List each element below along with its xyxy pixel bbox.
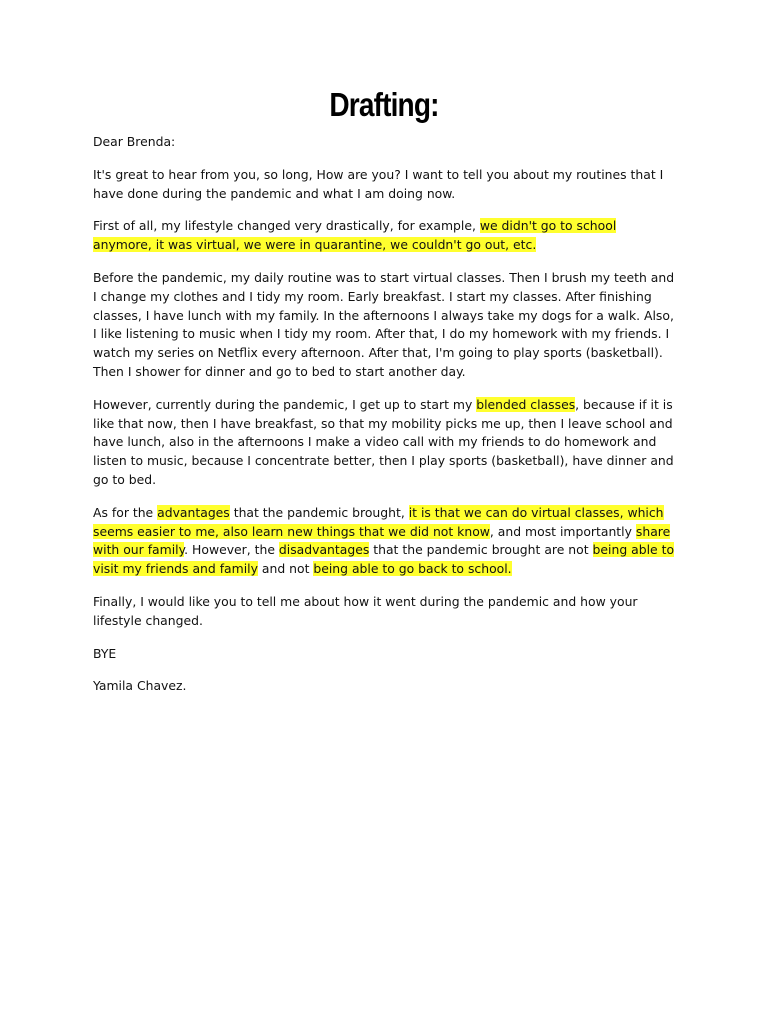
text-segment: that the pandemic brought are not — [369, 542, 593, 558]
text-segment: that the pandemic brought, — [229, 504, 409, 520]
text-segment: . However, the — [184, 542, 279, 558]
paragraph-lifestyle — [93, 217, 678, 255]
highlighted-text: being able to visit my friends and family — [93, 542, 675, 577]
text-segment: , and most importantly — [489, 523, 636, 539]
letter-greeting: Dear Brenda: — [93, 134, 176, 149]
paragraph-closing-request: Finally, I would like you to tell me about how it went during the pandemic and how your lifestyle changed. — [93, 593, 638, 628]
letter-closing: BYE — [93, 645, 117, 661]
paragraph-before-pandemic: Before the pandemic, my daily routine was to start virtual classes. Then I brush my teeth and I change my clothes and I tidy my room. Early breakfast. I start my classes. After finishing classes, I have lunch with my family. In the afternoons I always take my dogs for a walk. Also, I like listening to music when I tidy my room. After that, I do my homework with my friends. I watch my series on Netflix every afternoon. After that, I'm going to play sports (basketball). Then I shower for dinner and go to bed to start another day. — [93, 269, 675, 379]
highlighted-text: it is that we can do virtual classes, which seems easier to me, also learn new things that we did not know — [93, 504, 664, 539]
page-title: Drafting: — [329, 86, 439, 123]
paragraph-advantages — [93, 504, 678, 579]
letter-signature: Yamila Chavez. — [93, 678, 187, 694]
highlighted-text: being able to go back to school. — [313, 561, 512, 577]
text-segment: , because if it is like that now, then I have breakfast, so that my mobility picks me up, then I leave school and have lunch, also in the afternoons I make a video call with my friends to do homework and listen to music, because I concentrate better, then I play sports (basketball), have dinner and go to bed. — [93, 396, 674, 487]
text-segment: and not — [257, 561, 314, 577]
highlighted-text: disadvantages — [278, 542, 370, 558]
highlighted-text: blended classes — [476, 396, 576, 412]
text-segment: First of all, my lifestyle changed very drastically, for example, — [93, 218, 480, 234]
paragraph-intro: It's great to hear from you, so long, How are you? I want to tell you about my routines that I have done during the pandemic and what I am doing now. — [93, 166, 664, 201]
letter-body — [93, 133, 678, 710]
text-segment: As for the — [93, 504, 158, 520]
highlighted-text: advantages — [157, 504, 230, 520]
text-segment: However, currently during the pandemic, I get up to start my — [93, 396, 477, 412]
highlighted-text: share with our family — [93, 523, 671, 558]
highlighted-text: we didn't go to school anymore, it was virtual, we were in quarantine, we couldn't go out, etc. — [93, 218, 617, 253]
paragraph-current-routine — [93, 396, 678, 490]
